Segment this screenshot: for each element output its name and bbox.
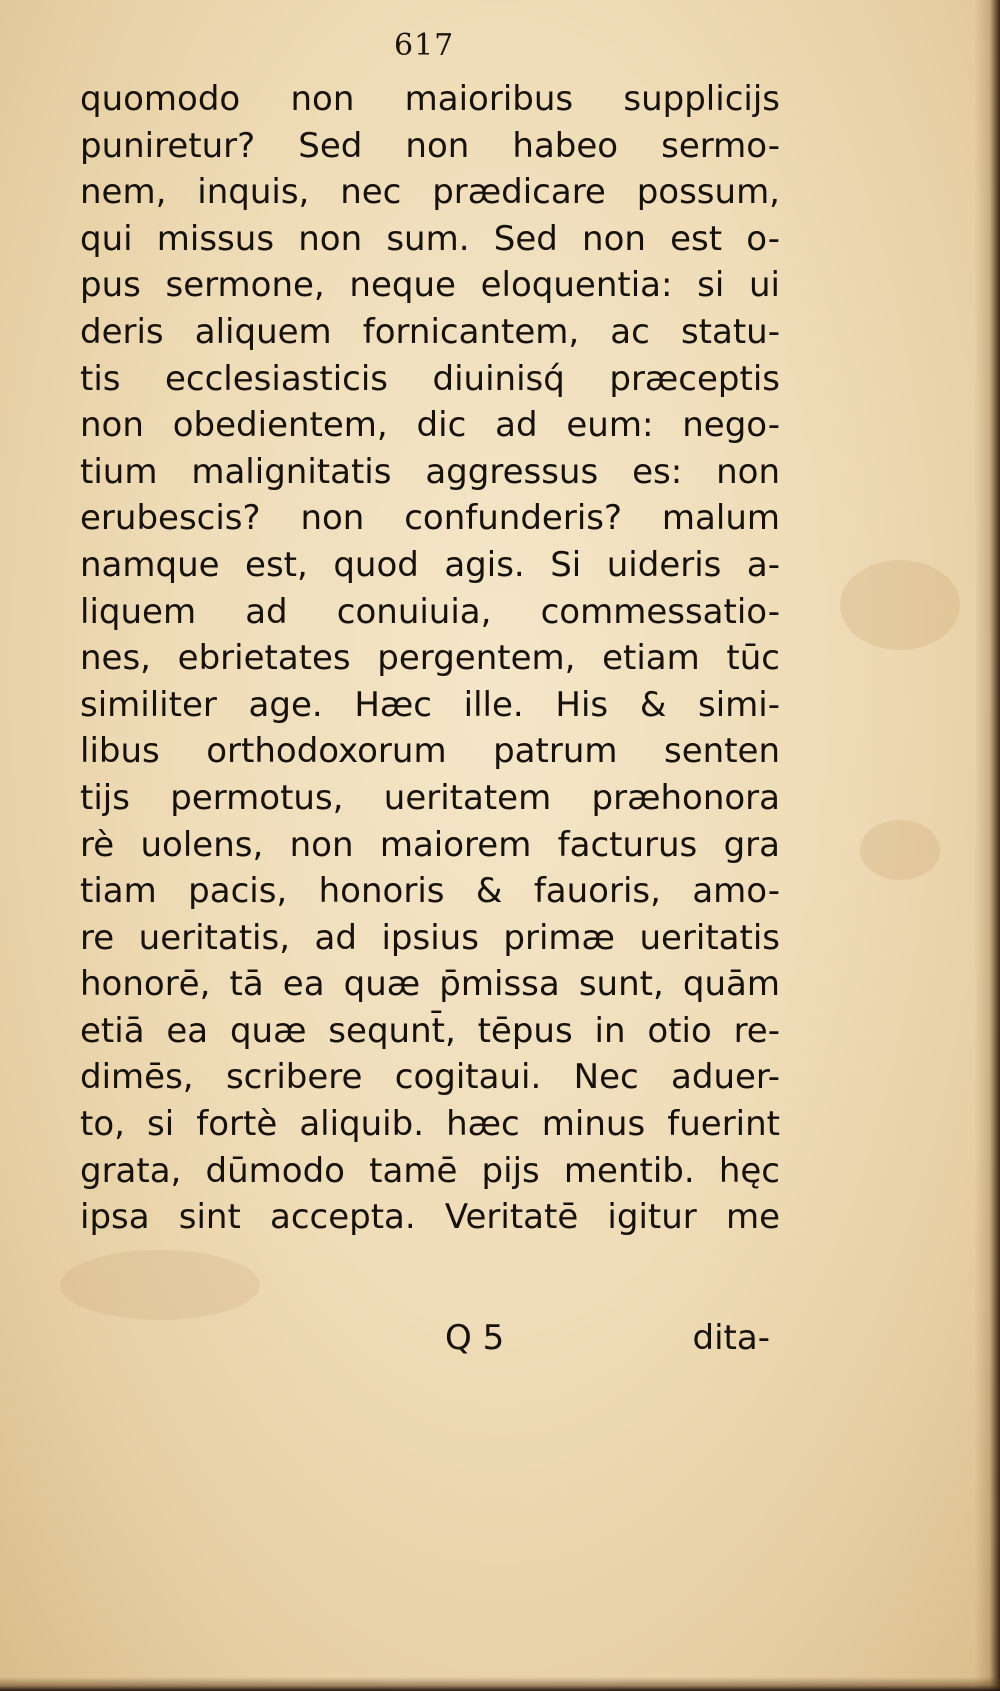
text-line: puniretur? Sed non habeo sermo- bbox=[80, 125, 780, 166]
text-line: erubescis? non confunderis? malum bbox=[80, 498, 780, 539]
text-line: tium malignitatis aggressus es: non bbox=[80, 451, 780, 492]
body-text bbox=[80, 76, 780, 1241]
text-line: namque est, quod agis. Si uideris a- bbox=[80, 544, 780, 585]
catchword: dita- bbox=[692, 1318, 770, 1358]
text-line: honorē, tā ea quæ p̄missa sunt, quām bbox=[80, 964, 780, 1005]
paper-stain bbox=[840, 560, 960, 650]
text-line: pus sermone, neque eloquentia: si ui bbox=[80, 265, 780, 306]
text-line: re ueritatis, ad ipsius primæ ueritatis bbox=[80, 917, 780, 958]
text-line: tiam pacis, honoris & fauoris, amo- bbox=[80, 871, 780, 912]
text-line: rè uolens, non maiorem facturus gra bbox=[80, 824, 780, 865]
footer-line bbox=[80, 1318, 780, 1364]
text-line: deris aliquem fornicantem, ac statu- bbox=[80, 311, 780, 352]
page-bottom-edge bbox=[0, 1677, 1000, 1691]
text-line: quomodo non maioribus supplicijs bbox=[80, 79, 780, 119]
signature-mark: Q 5 bbox=[445, 1318, 505, 1358]
paper-stain bbox=[60, 1250, 260, 1320]
text-line: tijs permotus, ueritatem præhonora bbox=[80, 777, 780, 818]
paper-stain bbox=[860, 820, 940, 880]
text-line: libus orthodoxorum patrum senten bbox=[80, 731, 780, 772]
text-line: liquem ad conuiuia, commessatio- bbox=[80, 591, 780, 632]
text-line: tis ecclesiasticis diuinisq́ præceptis bbox=[80, 358, 780, 399]
text-line: non obedientem, dic ad eum: nego- bbox=[80, 405, 780, 446]
text-line: nes, ebrietates pergentem, etiam tūc bbox=[80, 638, 780, 679]
page-number: 617 bbox=[394, 28, 455, 63]
text-line: etiā ea quæ sequnt̄, tēpus in otio re- bbox=[80, 1010, 780, 1051]
text-line: to, si fortè aliquib. hæc minus fuerint bbox=[80, 1104, 780, 1145]
text-line: similiter age. Hæc ille. His & simi- bbox=[80, 684, 780, 725]
page-edge-shadow bbox=[974, 0, 1000, 1691]
text-line: dimēs, scribere cogitaui. Nec aduer- bbox=[80, 1057, 780, 1098]
text-line: ipsa sint accepta. Veritatē igitur me bbox=[80, 1197, 780, 1238]
text-line: qui missus non sum. Sed non est o- bbox=[80, 218, 780, 259]
text-line: grata, dūmodo tamē pijs mentib. hęc bbox=[80, 1150, 780, 1191]
text-line: nem, inquis, nec prædicare possum, bbox=[80, 172, 780, 213]
